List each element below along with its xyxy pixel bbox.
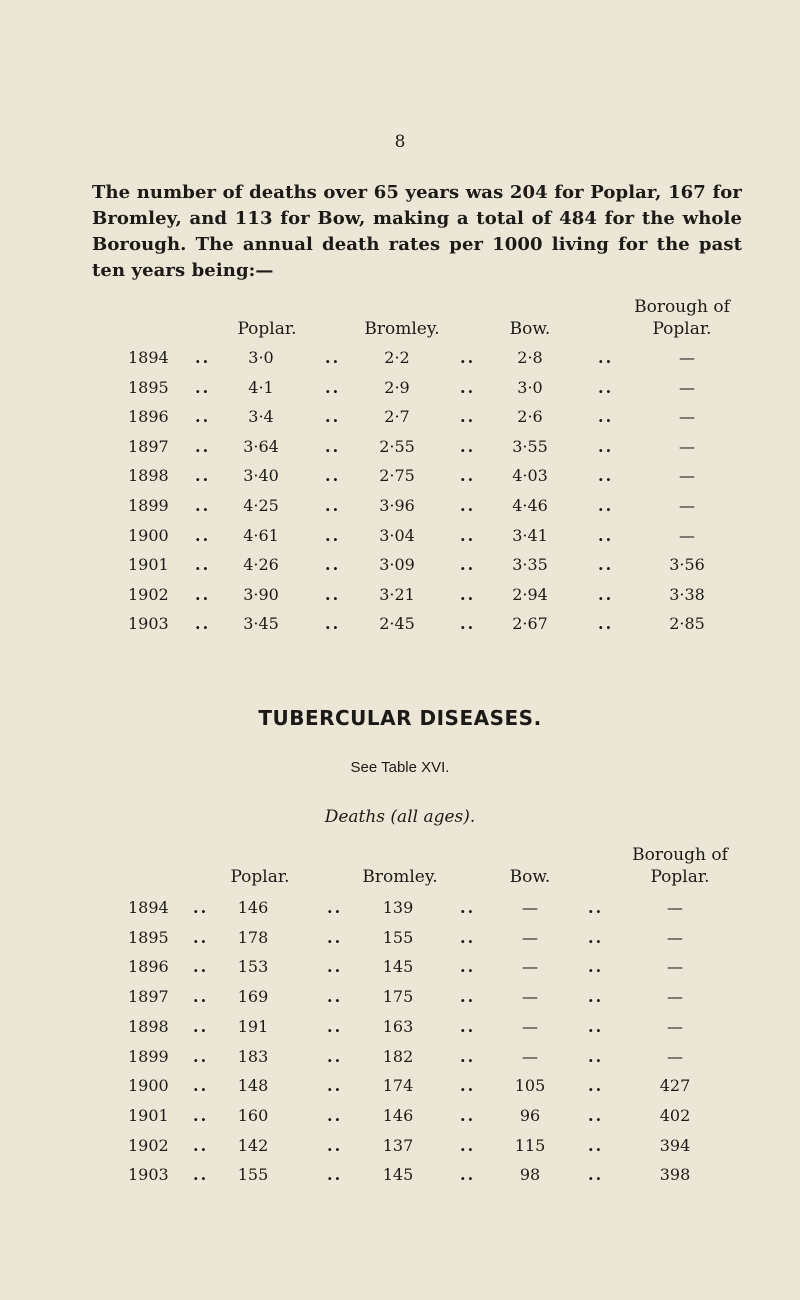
table-row: [0, 609, 800, 639]
cell-borough: —: [679, 525, 695, 545]
leader-dots: ..: [598, 555, 614, 575]
table-row: [0, 923, 800, 953]
leader-dots: ..: [460, 927, 476, 947]
table-row: [0, 1131, 800, 1161]
row-year: 1899: [128, 1046, 169, 1066]
leader-dots: ..: [598, 436, 614, 456]
leader-dots: ..: [193, 1016, 209, 1036]
column-header-poplar: Poplar.: [230, 867, 290, 887]
leader-dots: ..: [460, 957, 476, 977]
leader-dots: ..: [325, 436, 341, 456]
cell-borough: 3·56: [669, 555, 705, 575]
leader-dots: ..: [195, 348, 211, 367]
leader-dots: ..: [460, 987, 476, 1007]
table-row: [0, 343, 800, 373]
leader-dots: ..: [598, 614, 614, 634]
leader-dots: ..: [598, 466, 614, 486]
cell-borough: —: [679, 496, 695, 515]
cell-borough: —: [679, 466, 695, 486]
leader-dots: ..: [327, 927, 343, 947]
row-year: 1903: [128, 614, 169, 634]
leader-dots: ..: [588, 927, 604, 947]
leader-dots: ..: [460, 436, 476, 456]
cell-bromley: 2·55: [379, 436, 415, 456]
leader-dots: ..: [195, 407, 211, 427]
leader-dots: ..: [325, 496, 341, 515]
cell-bromley: 175: [382, 987, 414, 1007]
cell-borough: —: [679, 407, 695, 427]
cell-bromley: 137: [382, 1135, 414, 1155]
column-header-bow: Bow.: [509, 867, 551, 887]
table-row: [0, 1012, 800, 1042]
cell-borough: —: [667, 987, 683, 1007]
leader-dots: ..: [325, 377, 341, 397]
table-row: [0, 1042, 800, 1072]
cell-poplar: 160: [237, 1105, 269, 1125]
leader-dots: ..: [193, 957, 209, 977]
cell-borough: —: [667, 957, 683, 977]
intro-paragraph: The number of deaths over 65 years was 204 for Poplar, 167 for Bromley, and 113 for Bow, making a total of 484 for the whole Borough. The annual death rates per 1000 living for the past ten years being:—: [92, 182, 742, 281]
leader-dots: ..: [195, 466, 211, 486]
leader-dots: ..: [460, 377, 476, 397]
row-year: 1895: [128, 377, 169, 397]
row-year: 1897: [128, 436, 169, 456]
cell-poplar: 153: [237, 957, 269, 977]
cell-poplar: 4·26: [243, 555, 279, 575]
table-row: [0, 952, 800, 982]
cell-borough: —: [667, 898, 683, 917]
row-year: 1899: [128, 496, 169, 515]
cell-poplar: 3·64: [243, 436, 279, 456]
leader-dots: ..: [588, 1016, 604, 1036]
cell-bow: —: [522, 957, 538, 977]
leader-dots: ..: [460, 1046, 476, 1066]
leader-dots: ..: [325, 466, 341, 486]
row-year: 1896: [128, 407, 169, 427]
leader-dots: ..: [325, 525, 341, 545]
table-row: [0, 1071, 800, 1101]
leader-dots: ..: [327, 957, 343, 977]
row-year: 1898: [128, 466, 169, 486]
leader-dots: ..: [460, 525, 476, 545]
leader-dots: ..: [460, 1076, 476, 1096]
leader-dots: ..: [327, 1165, 343, 1185]
cell-bromley: 182: [382, 1046, 414, 1066]
table-row: [0, 982, 800, 1012]
leader-dots: ..: [195, 614, 211, 634]
leader-dots: ..: [327, 1046, 343, 1066]
column-header-borough: Borough of Poplar.: [634, 297, 730, 339]
row-year: 1903: [128, 1165, 169, 1185]
row-year: 1898: [128, 1016, 169, 1036]
cell-poplar: 3·45: [243, 614, 279, 634]
column-header-poplar: Poplar.: [237, 319, 297, 339]
leader-dots: ..: [598, 348, 614, 367]
cell-borough: —: [679, 436, 695, 456]
leader-dots: ..: [588, 1165, 604, 1185]
leader-dots: ..: [327, 898, 343, 917]
leader-dots: ..: [598, 525, 614, 545]
row-year: 1897: [128, 987, 169, 1007]
column-header-bromley: Bromley.: [362, 867, 438, 887]
leader-dots: ..: [460, 614, 476, 634]
leader-dots: ..: [193, 1135, 209, 1155]
cell-borough: 2·85: [669, 614, 705, 634]
cell-poplar: 146: [237, 898, 269, 917]
cell-poplar: 183: [237, 1046, 269, 1066]
table-row: [0, 521, 800, 551]
leader-dots: ..: [195, 496, 211, 515]
row-year: 1901: [128, 555, 169, 575]
cell-borough: 3·38: [669, 584, 705, 604]
cell-bromley: 2·7: [384, 407, 410, 427]
row-year: 1902: [128, 584, 169, 604]
table-subtitle: Deaths (all ages).: [324, 807, 476, 827]
table-row: [0, 373, 800, 403]
row-year: 1895: [128, 927, 169, 947]
leader-dots: ..: [193, 927, 209, 947]
leader-dots: ..: [193, 1165, 209, 1185]
leader-dots: ..: [588, 987, 604, 1007]
cell-poplar: 3·0: [248, 348, 274, 367]
leader-dots: ..: [327, 1105, 343, 1125]
cell-bromley: 3·96: [379, 496, 415, 515]
cell-borough: —: [667, 1016, 683, 1036]
row-year: 1900: [128, 1076, 169, 1096]
cell-bromley: 2·75: [379, 466, 415, 486]
cell-bromley: 155: [382, 927, 414, 947]
row-year: 1896: [128, 957, 169, 977]
cell-bromley: 174: [382, 1076, 414, 1096]
leader-dots: ..: [598, 377, 614, 397]
leader-dots: ..: [193, 898, 209, 917]
cell-borough: 398: [659, 1165, 691, 1185]
cell-borough: —: [679, 377, 695, 397]
leader-dots: ..: [195, 584, 211, 604]
leader-dots: ..: [327, 1076, 343, 1096]
cell-bow: 3·35: [512, 555, 548, 575]
cell-bromley: 146: [382, 1105, 414, 1125]
leader-dots: ..: [327, 987, 343, 1007]
leader-dots: ..: [588, 1105, 604, 1125]
leader-dots: ..: [195, 436, 211, 456]
cell-bromley: 139: [382, 898, 414, 917]
table-row: [0, 461, 800, 491]
cell-borough: 427: [659, 1076, 691, 1096]
leader-dots: ..: [588, 1046, 604, 1066]
leader-dots: ..: [460, 466, 476, 486]
leader-dots: ..: [195, 555, 211, 575]
table-row: [0, 1101, 800, 1131]
cell-bow: 2·8: [517, 348, 543, 367]
table-row: [0, 402, 800, 432]
cell-bromley: 3·21: [379, 584, 415, 604]
cell-bow: 2·94: [512, 584, 548, 604]
cell-poplar: 3·90: [243, 584, 279, 604]
leader-dots: ..: [325, 348, 341, 367]
cell-bromley: 145: [382, 1165, 414, 1185]
cell-poplar: 4·61: [243, 525, 279, 545]
row-year: 1900: [128, 525, 169, 545]
cell-poplar: 155: [237, 1165, 269, 1185]
cell-bromley: 163: [382, 1016, 414, 1036]
cell-bow: 96: [519, 1105, 541, 1125]
leader-dots: ..: [588, 1076, 604, 1096]
leader-dots: ..: [193, 1105, 209, 1125]
cell-bow: —: [522, 1016, 538, 1036]
cell-bow: 115: [514, 1135, 546, 1155]
leader-dots: ..: [588, 898, 604, 917]
cell-bow: —: [522, 1046, 538, 1066]
table-row: [0, 580, 800, 610]
leader-dots: ..: [460, 348, 476, 367]
cell-bromley: 3·09: [379, 555, 415, 575]
leader-dots: ..: [460, 1016, 476, 1036]
section-title: TUBERCULAR DISEASES.: [258, 706, 542, 730]
cell-poplar: 191: [237, 1016, 269, 1036]
leader-dots: ..: [460, 555, 476, 575]
leader-dots: ..: [325, 614, 341, 634]
cell-bow: 3·0: [517, 377, 543, 397]
column-header-bow: Bow.: [509, 319, 551, 339]
row-year: 1894: [128, 348, 169, 367]
see-table-reference: See Table XVI.: [350, 759, 450, 776]
leader-dots: ..: [598, 584, 614, 604]
cell-poplar: 3·40: [243, 466, 279, 486]
table-row: [0, 491, 800, 521]
cell-bow: 2·67: [512, 614, 548, 634]
leader-dots: ..: [460, 496, 476, 515]
leader-dots: ..: [193, 987, 209, 1007]
table-row: [0, 1160, 800, 1190]
leader-dots: ..: [195, 377, 211, 397]
cell-bromley: 2·2: [384, 348, 410, 367]
cell-bow: —: [522, 927, 538, 947]
cell-borough: 394: [659, 1135, 691, 1155]
cell-borough: 402: [659, 1105, 691, 1125]
cell-bromley: 2·9: [384, 377, 410, 397]
leader-dots: ..: [193, 1046, 209, 1066]
cell-borough: —: [667, 927, 683, 947]
leader-dots: ..: [460, 1135, 476, 1155]
cell-borough: —: [667, 1046, 683, 1066]
cell-bow: —: [522, 987, 538, 1007]
cell-bow: 3·55: [512, 436, 548, 456]
cell-bow: 4·46: [512, 496, 548, 515]
table-row: [0, 893, 800, 923]
page-number: 8: [394, 132, 406, 152]
cell-poplar: 4·25: [243, 496, 279, 515]
cell-borough: —: [679, 348, 695, 367]
column-header-bromley: Bromley.: [364, 319, 440, 339]
cell-bow: 105: [514, 1076, 546, 1096]
leader-dots: ..: [460, 898, 476, 917]
cell-poplar: 4·1: [248, 377, 274, 397]
leader-dots: ..: [193, 1076, 209, 1096]
row-year: 1902: [128, 1135, 169, 1155]
leader-dots: ..: [460, 407, 476, 427]
leader-dots: ..: [598, 496, 614, 515]
cell-bromley: 145: [382, 957, 414, 977]
leader-dots: ..: [325, 555, 341, 575]
cell-bow: 3·41: [512, 525, 548, 545]
cell-bow: —: [522, 898, 538, 917]
leader-dots: ..: [588, 1135, 604, 1155]
leader-dots: ..: [327, 1016, 343, 1036]
cell-bow: 2·6: [517, 407, 543, 427]
table-row: [0, 432, 800, 462]
cell-poplar: 148: [237, 1076, 269, 1096]
cell-bromley: 2·45: [379, 614, 415, 634]
cell-bromley: 3·04: [379, 525, 415, 545]
row-year: 1894: [128, 898, 169, 917]
cell-poplar: 178: [237, 927, 269, 947]
leader-dots: ..: [460, 1105, 476, 1125]
leader-dots: ..: [195, 525, 211, 545]
leader-dots: ..: [588, 957, 604, 977]
column-header-borough: Borough of Poplar.: [632, 845, 728, 887]
cell-poplar: 142: [237, 1135, 269, 1155]
leader-dots: ..: [325, 584, 341, 604]
leader-dots: ..: [460, 1165, 476, 1185]
row-year: 1901: [128, 1105, 169, 1125]
leader-dots: ..: [598, 407, 614, 427]
table-row: [0, 550, 800, 580]
leader-dots: ..: [460, 584, 476, 604]
leader-dots: ..: [327, 1135, 343, 1155]
cell-poplar: 3·4: [248, 407, 274, 427]
cell-bow: 98: [519, 1165, 541, 1185]
cell-bow: 4·03: [512, 466, 548, 486]
leader-dots: ..: [325, 407, 341, 427]
cell-poplar: 169: [237, 987, 269, 1007]
